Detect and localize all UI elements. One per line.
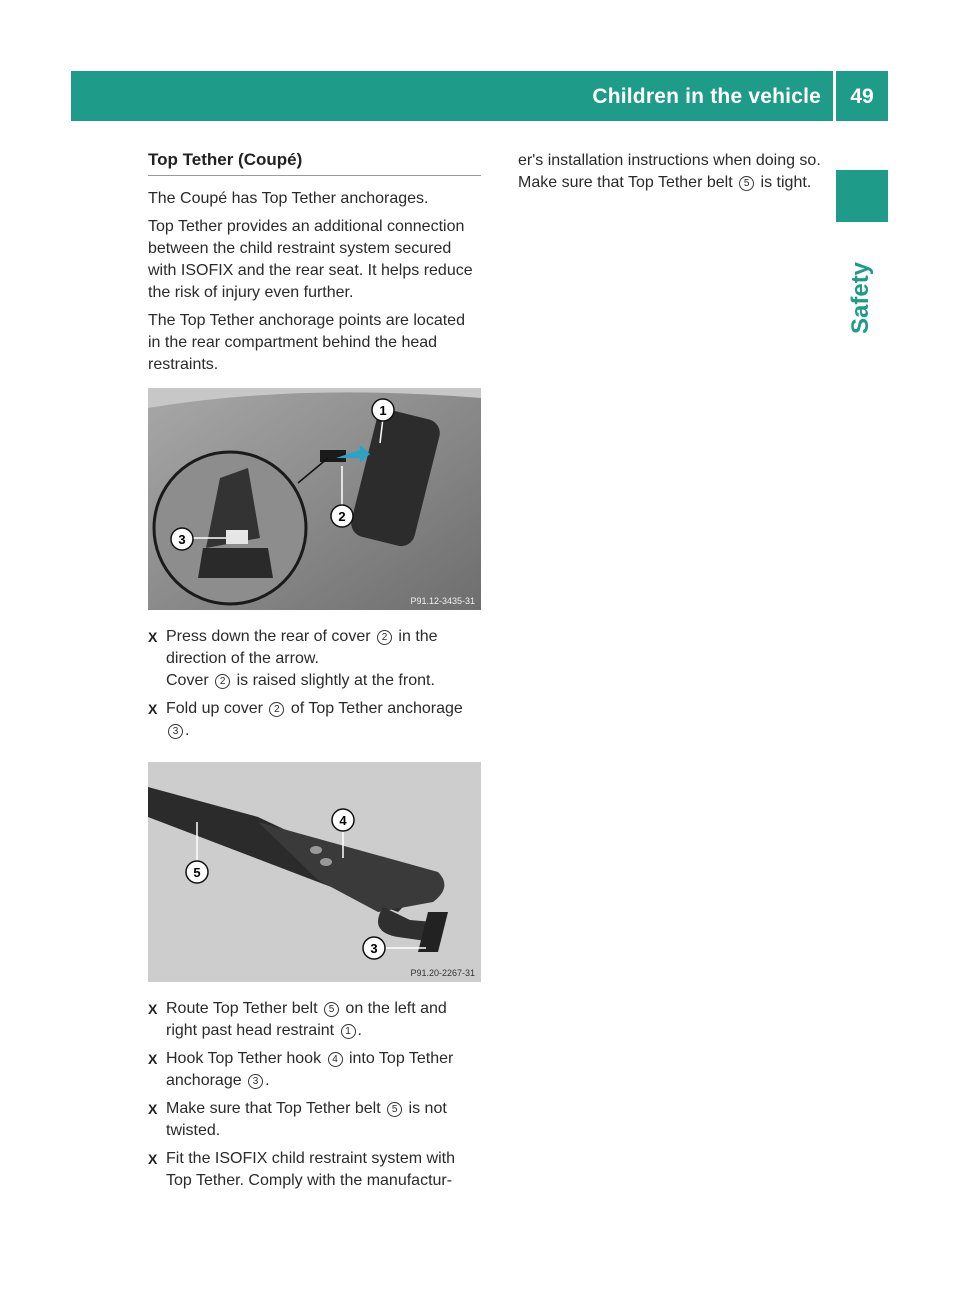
chapter-title: Children in the vehicle [592, 85, 821, 108]
header-bar [71, 71, 833, 121]
callout-ref: 5 [739, 176, 754, 191]
step-text: . [185, 722, 190, 739]
callout-ref: 2 [377, 630, 392, 645]
section-title: Top Tether (Coupé) [148, 150, 481, 176]
section-label: Safety [847, 261, 874, 334]
callout-ref: 3 [168, 724, 183, 739]
step-text: into Top Tether anchorage [166, 1050, 454, 1089]
callout-ref: 5 [324, 1002, 339, 1017]
instruction-step [148, 1148, 481, 1192]
step-text: . [357, 1022, 362, 1039]
left-column [148, 150, 481, 1198]
continued-text [518, 150, 838, 194]
callout-1-label: 1 [379, 403, 387, 418]
callout-ref: 3 [248, 1074, 263, 1089]
step-arrow-icon: X [148, 1151, 158, 1167]
step-text: er's installation instructions when doing so. Make sure that Top Tether belt [518, 152, 821, 191]
step-text: Cover [166, 672, 214, 689]
step-text: on the left and right past head restraint [166, 1000, 447, 1039]
instruction-step [148, 698, 481, 742]
step-text: Route Top Tether belt [166, 1000, 322, 1017]
figure-code: P91.20-2267-31 [410, 968, 475, 978]
step-text: Fit the ISOFIX child restraint system with Top Tether. Comply with the manufactur- [166, 1150, 455, 1189]
callout-ref: 1 [341, 1024, 356, 1039]
callout-ref: 2 [269, 702, 284, 717]
step-arrow-icon: X [148, 1101, 158, 1117]
hook-hole [320, 858, 332, 866]
callout-2-label: 2 [338, 509, 346, 524]
figure-anchorage-illustration [148, 388, 481, 610]
anchorage-bar [226, 530, 248, 544]
step-text: Hook Top Tether hook [166, 1050, 326, 1067]
callout-ref: 4 [328, 1052, 343, 1067]
instruction-step [148, 998, 481, 1042]
anchorage-base [198, 548, 273, 578]
figure-hook-illustration [148, 762, 481, 982]
right-column [518, 150, 838, 194]
paragraph: The Top Tether anchorage points are located in the rear compartment behind the head restraints. [148, 312, 465, 373]
callout-4-label: 4 [339, 813, 347, 828]
hook-hole [310, 846, 322, 854]
step-arrow-icon: X [148, 1001, 158, 1017]
paragraph: Top Tether provides an additional connection between the child restraint system secured with ISOFIX and the rear seat. It helps reduce the risk of injury even further. [148, 218, 473, 301]
step-text: is tight. [756, 174, 812, 191]
step-text: . [265, 1072, 270, 1089]
step-text: is raised slightly at the front. [232, 672, 435, 689]
figure-code: P91.12-3435-31 [410, 596, 475, 606]
callout-3b-label: 3 [370, 941, 378, 956]
page-number: 49 [850, 85, 874, 108]
figure-tether-hook [148, 762, 481, 982]
page-number-box [836, 71, 888, 121]
callout-ref: 5 [387, 1102, 402, 1117]
paragraph: The Coupé has Top Tether anchorages. [148, 190, 429, 207]
step-arrow-icon: X [148, 629, 158, 645]
step-arrow-icon: X [148, 701, 158, 717]
step-text: Make sure that Top Tether belt [166, 1100, 386, 1117]
instruction-step [148, 1048, 481, 1092]
callout-3-label: 3 [178, 532, 186, 547]
step-text: of Top Tether anchorage [286, 700, 463, 717]
instruction-step [148, 626, 481, 692]
section-tab-marker [836, 170, 888, 222]
callout-ref: 2 [215, 674, 230, 689]
instruction-step [148, 1098, 481, 1142]
step-text: in the direction of the arrow. [166, 628, 438, 667]
figure-anchorage-cover [148, 388, 481, 610]
step-text: is not twisted. [166, 1100, 447, 1139]
callout-5-label: 5 [193, 865, 201, 880]
step-arrow-icon: X [148, 1051, 158, 1067]
step-text: Press down the rear of cover [166, 628, 375, 645]
step-text: Fold up cover [166, 700, 268, 717]
